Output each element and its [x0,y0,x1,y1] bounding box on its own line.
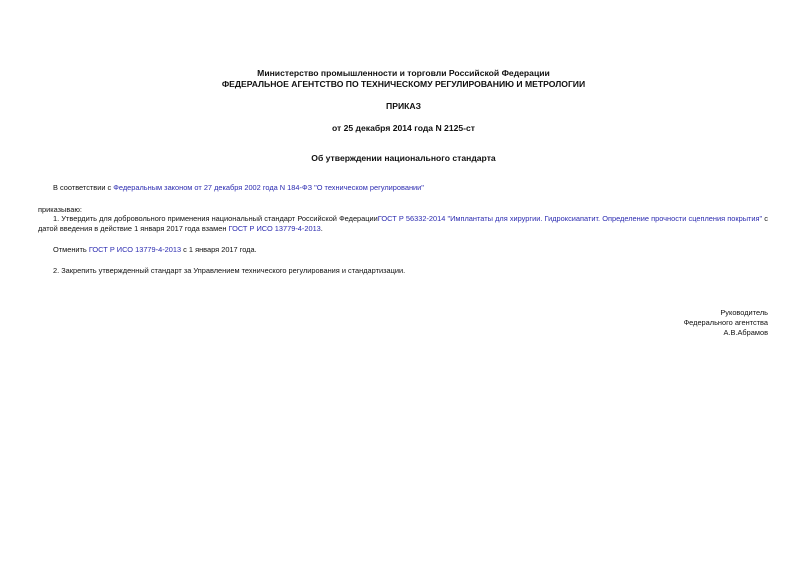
signature-name: А.В.Абрамов [723,328,768,337]
gost-56332-link[interactable]: ГОСТ Р 56332-2014 "Имплантаты для хирургии. Гидроксиапатит. Определение прочности сцепления покрытия" [377,214,763,223]
signature-org: Федерального агентства [683,318,768,327]
document-type: ПРИКАЗ [386,101,421,111]
item2-paragraph: 2. Закрепить утвержденный стандарт за Управлением технического регулирования и стандартизации. [53,266,406,275]
item1-suffix: с [762,214,768,223]
cancel-paragraph [53,245,257,255]
document-subject: Об утверждении национального стандарта [311,153,496,163]
preamble-paragraph [53,183,424,193]
item1-prefix: 1. Утвердить для добровольного применения национальный стандарт Российской Федерации [53,214,378,223]
document-date-number: от 25 декабря 2014 года N 2125-ст [331,123,476,133]
cancel-prefix: Отменить [53,245,89,254]
ministry-heading: Министерство промышленности и торговли Российской Федерации [257,68,550,78]
item1-line1 [38,214,768,224]
item1-line2-suffix: . [320,224,323,233]
item1-line2 [38,224,323,234]
agency-heading: ФЕДЕРАЛЬНОЕ АГЕНТСТВО ПО ТЕХНИЧЕСКОМУ РЕГУЛИРОВАНИЮ И МЕТРОЛОГИИ [221,79,586,89]
cancel-suffix: с 1 января 2017 года. [181,245,257,254]
gost-iso-13779-link[interactable]: ГОСТ Р ИСО 13779-4-2013 [228,224,321,233]
gost-iso-13779-cancel-link[interactable]: ГОСТ Р ИСО 13779-4-2013 [88,245,182,254]
federal-law-link[interactable]: Федеральным законом от 27 декабря 2002 года N 184-ФЗ "О техническом регулировании" [113,183,424,192]
item1-line2-prefix: датой введения в действие 1 января 2017 года взамен [38,224,229,233]
order-word: приказываю: [38,205,82,214]
signature-title: Руководитель [720,308,768,317]
preamble-prefix: В соответствии с [53,183,114,192]
